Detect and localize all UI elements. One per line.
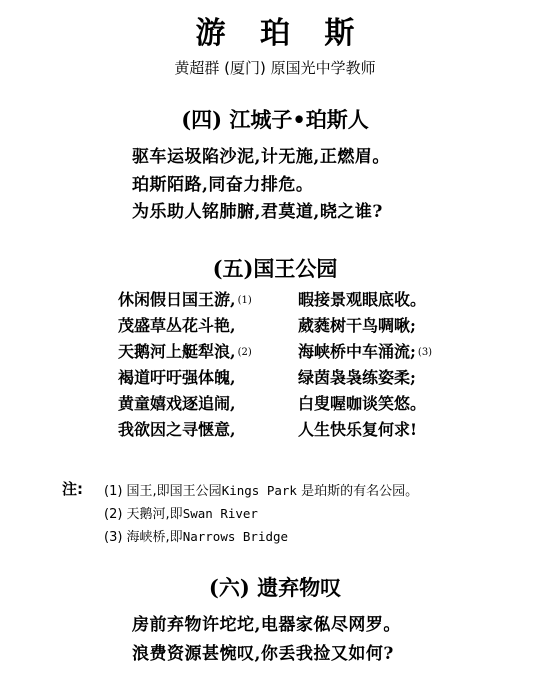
notes-label: 注: — [62, 480, 83, 498]
section-5-left-line: 休闲假日国王游, $^{(1)}$ — [118, 290, 252, 309]
section-5-right-column — [298, 287, 432, 443]
section-4-line-3: 为乐助人铭肺腑,君莫道,晓之谁? — [132, 202, 383, 222]
section-5-right-line: 人生快乐复何求! — [298, 420, 418, 439]
section-6-heading: (六) 遗弃物叹 — [208, 575, 342, 600]
note-item-3: (3) 海峡桥,即Narrows Bridge — [104, 529, 289, 545]
section-5-left-column — [118, 287, 252, 443]
section-5-right-line: 白叟喔咖谈笑悠。 — [298, 394, 427, 413]
section-5-left-line: 黄童嬉戏逐追闹, — [118, 394, 236, 413]
note-item-2: (2) 天鹅河,即Swan River — [104, 506, 258, 522]
section-6-line-2: 浪费资源甚惋叹,你丢我捡又如何? — [132, 644, 394, 664]
section-5-left-line: 天鹅河上艇犁浪, $^{(2)}$ — [118, 342, 252, 361]
section-5-right-line: 暇接景观眼底收。 — [298, 290, 427, 309]
section-5-heading: (五)国王公园 — [212, 256, 338, 281]
section-4-line-1: 驱车运圾陷沙泥,计无施,正燃眉。 — [132, 147, 390, 167]
section-6-line-1: 房前弃物许坨坨,电器家俬尽网罗。 — [132, 615, 401, 635]
section-5-right-line: 海峡桥中车涌流; $^{(3)}$ — [298, 342, 433, 361]
section-5-left-line: 褐道吁吁强体魄, — [118, 368, 236, 387]
note-item-1: (1) 国王,即国王公园Kings Park 是珀斯的有名公园。 — [104, 483, 419, 499]
author-line: 黄超群 (厦门) 原国光中学教师 — [174, 59, 376, 77]
section-4-heading: (四) 江城子•珀斯人 — [181, 107, 369, 132]
section-5-right-line: 绿茵袅袅练姿柔; — [298, 368, 416, 387]
poem-title: 游 珀 斯 — [195, 16, 367, 51]
section-5-left-line: 我欲因之寻惬意, — [118, 420, 236, 439]
section-4-line-2: 珀斯陌路,同奋力排危。 — [132, 175, 314, 195]
section-5-left-line: 茂盛草丛花斗艳, — [118, 316, 236, 335]
section-5-right-line: 葳蕤树干鸟啁啾; — [298, 316, 416, 335]
